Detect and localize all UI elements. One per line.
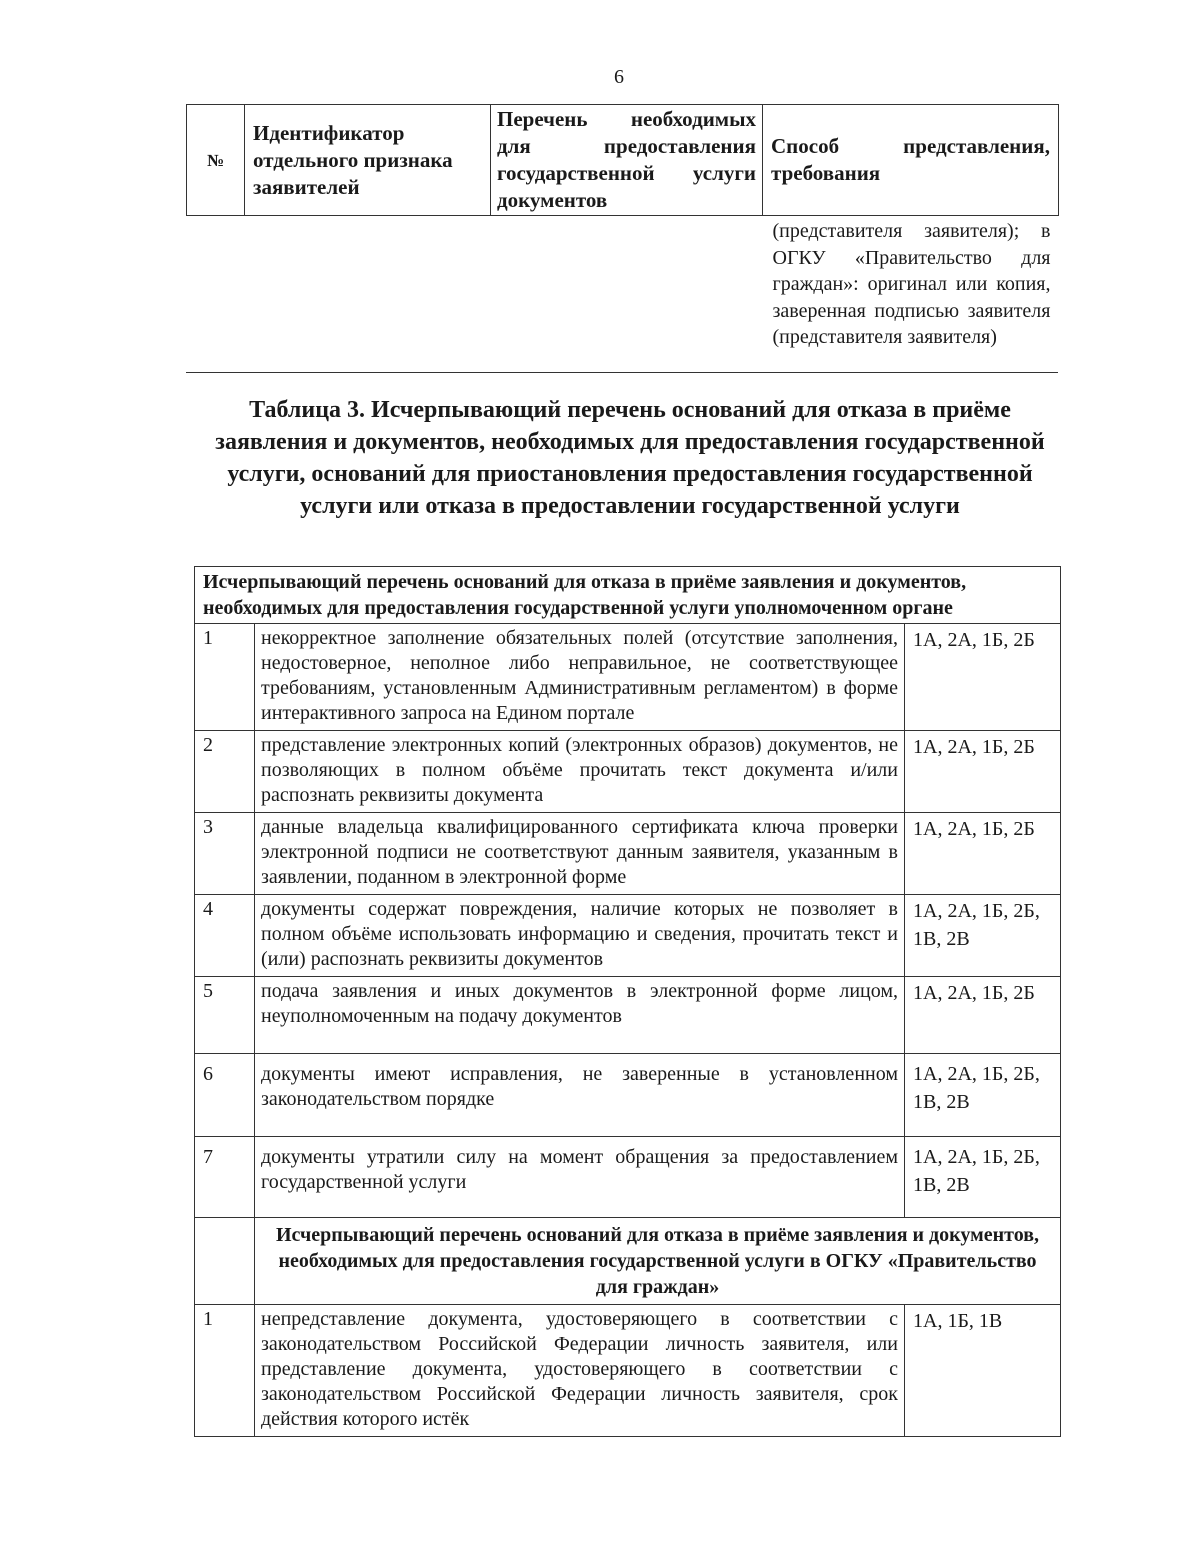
table-row bbox=[195, 977, 1061, 1054]
table-row bbox=[195, 813, 1061, 895]
table-row bbox=[195, 731, 1061, 813]
table-row bbox=[187, 216, 1059, 351]
row-text: непредставление документа, удостоверяющего в соответствии с законодательством Российской Федерации личность заявителя, или представление документа, удостоверяющего в соответствии с законодательством Российской Федерации личность заявителя, срок действия которого истёк bbox=[255, 1305, 905, 1437]
table-row bbox=[195, 624, 1061, 731]
table-bottom-rule bbox=[186, 372, 1058, 373]
section1-title: Исчерпывающий перечень оснований для отказа в приёме заявления и документов, необходимых для предоставления государственной услуги уполномоченном органе bbox=[195, 567, 1061, 624]
row-text: данные владельца квалифицированного сертификата ключа проверки электронной подписи не соответствуют данным заявителя, указанным в заявлении, поданном в электронной форме bbox=[255, 813, 905, 895]
continuation-table bbox=[186, 104, 1059, 351]
header-num: № bbox=[187, 105, 245, 216]
row-codes: 1А, 2А, 1Б, 2Б, 1В, 2В bbox=[905, 1054, 1061, 1137]
continuation-cell: (представителя заявителя); в ОГКУ «Правительство для граждан»: оригинал или копия, заверенная подписью заявителя (представителя заявителя) bbox=[772, 220, 1051, 348]
table-row bbox=[195, 1054, 1061, 1137]
row-text: документы содержат повреждения, наличие которых не позволяет в полном объёме использовать информацию и сведения, прочитать текст и (или) распознать реквизиты документов bbox=[255, 895, 905, 977]
header-identifier: Идентификатор отдельного признака заявителей bbox=[245, 105, 491, 216]
row-text: представление электронных копий (электронных образов) документов, не позволяющих в полном объёме прочитать текст документа и/или распознать реквизиты документа bbox=[255, 731, 905, 813]
row-text: документы имеют исправления, не заверенные в установленном законодательством порядке bbox=[255, 1054, 905, 1137]
row-number: 4 bbox=[195, 895, 255, 977]
section-header-row bbox=[195, 567, 1061, 624]
row-text: подача заявления и иных документов в электронной форме лицом, неуполномоченным на подачу документов bbox=[255, 977, 905, 1054]
header-method: Способ представления, требования bbox=[763, 105, 1059, 216]
row-number: 7 bbox=[195, 1137, 255, 1218]
row-number: 1 bbox=[195, 624, 255, 731]
row-codes: 1А, 2А, 1Б, 2Б bbox=[905, 977, 1061, 1054]
refusal-grounds-table bbox=[194, 566, 1061, 1437]
page-number: 6 bbox=[614, 66, 624, 88]
row-codes: 1А, 2А, 1Б, 2Б, 1В, 2В bbox=[905, 895, 1061, 977]
table-header-row bbox=[187, 105, 1059, 216]
row-codes: 1А, 1Б, 1В bbox=[905, 1305, 1061, 1437]
row-text: документы утратили силу на момент обращения за предоставлением государственной услуги bbox=[255, 1137, 905, 1218]
table-row bbox=[195, 895, 1061, 977]
row-number: 5 bbox=[195, 977, 255, 1054]
section2-title: Исчерпывающий перечень оснований для отказа в приёме заявления и документов, необходимых для предоставления государственной услуги в ОГКУ «Правительство для граждан» bbox=[255, 1218, 1061, 1305]
header-documents: Перечень необходимых для предоставления государственной услуги документов bbox=[491, 105, 763, 216]
table-row bbox=[195, 1305, 1061, 1437]
row-codes: 1А, 2А, 1Б, 2Б bbox=[905, 731, 1061, 813]
row-codes: 1А, 2А, 1Б, 2Б bbox=[905, 813, 1061, 895]
row-number: 6 bbox=[195, 1054, 255, 1137]
table-row bbox=[195, 1137, 1061, 1218]
row-number: 2 bbox=[195, 731, 255, 813]
section-header-row bbox=[195, 1218, 1061, 1305]
row-text: некорректное заполнение обязательных полей (отсутствие заполнения, недостоверное, неполное либо неправильное, не соответствующее требованиям, установленным Административным регламентом) в форме интерактивного запроса на Едином портале bbox=[255, 624, 905, 731]
row-number: 1 bbox=[195, 1305, 255, 1437]
row-number: 3 bbox=[195, 813, 255, 895]
row-codes: 1А, 2А, 1Б, 2Б, 1В, 2В bbox=[905, 1137, 1061, 1218]
row-codes: 1А, 2А, 1Б, 2Б bbox=[905, 624, 1061, 731]
table3-title: Таблица 3. Исчерпывающий перечень оснований для отказа в приёме заявления и документов, необходимых для предоставления государственной услуги, оснований для приостановления предоставления государственной услуги или отказа в предоставлении государственной услуги bbox=[215, 397, 1045, 519]
